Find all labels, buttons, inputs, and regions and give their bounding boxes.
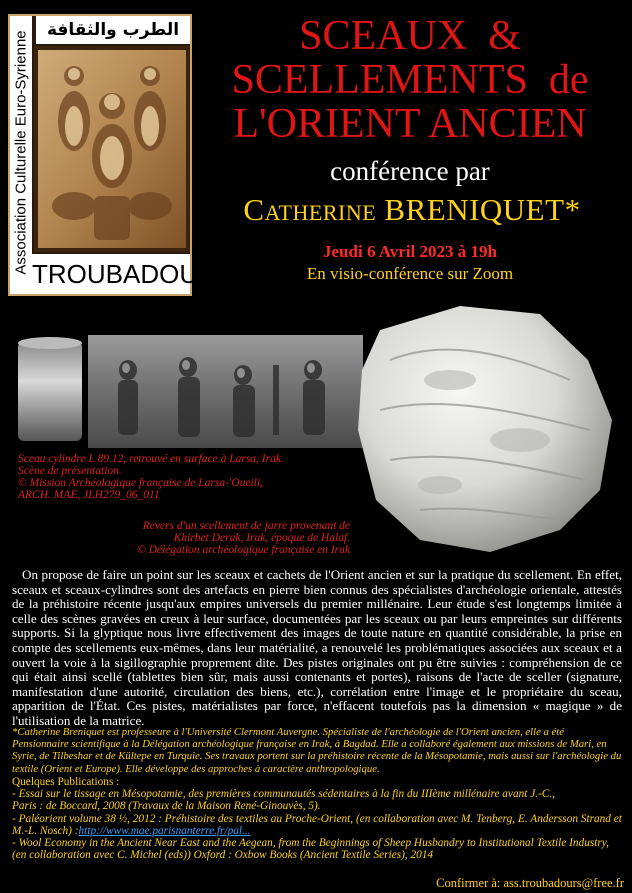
publication-1-title: - Essai sur le tissage en Mésopotamie, des premières communautés sédentaires à la fin du IIIème millénaire avant J.-C., xyxy=(12,788,555,801)
publication-item xyxy=(12,813,622,837)
speaker-biography: *Catherine Breniquet est professeure à l'Université Clermont Auvergne. Spécialiste de l'archéologie de l'Orient ancien, elle a été Pensionnaire scientifique à la Délégation archéologique française en Irak, à Bagdad. Elle a collaboré également aux missions de Mari, en Syrie, de Tilbeshar et de Kültepe en Turquie. Ses travaux portent sur la préhistoire récente de la Mésopotamie, mais aussi sur l'archéologie du textile (Orient et Europe). Elle développe des approches à caractère anthropologique. xyxy=(12,726,622,775)
publication-2-text: - Paléorient volume 38 ½, 2012 : Préhistoire des textiles au Proche-Orient, (en collaboration avec M. Tenberg, E. Andersson Strand et M.-L. Nosch) : xyxy=(12,812,622,837)
association-name: Association Culturelle Euro-Syrienne xyxy=(12,30,30,275)
event-mode: En visio-conférence sur Zoom xyxy=(306,264,514,283)
title-line-1: SCEAUX & xyxy=(299,13,521,59)
event-title xyxy=(194,14,626,146)
seal-caption xyxy=(18,453,328,501)
seal-caption-line: Scène de présentation. xyxy=(18,465,122,477)
event-date: Jeudi 6 Avril 2023 à 19h xyxy=(323,242,497,261)
title-line-3: L'ORIENT ANCIEN xyxy=(233,101,587,147)
speaker-name xyxy=(192,192,632,228)
speaker-last-name: BRENIQUET xyxy=(384,192,565,227)
stone-caption-line: © Délégation archéologique française en Irak xyxy=(136,544,350,556)
stone-caption-line: Revers d'un scellement de jarre provenant de xyxy=(142,520,350,532)
publication-2-link[interactable]: http://www.mae.parisnanterre.fr/pal... xyxy=(78,824,251,837)
publication-3-text: - Wool Economy in the Ancient Near East and the Aegean, from the Beginnings of Sheep Husbandry to Institutional Textile Industry, (en collaboration avec C. Michel (eds)) Oxford : Oxbow Books (Ancient Textile Series), 2014 xyxy=(12,837,609,862)
brand-name: TROUBADOURS xyxy=(32,254,190,294)
publication-item xyxy=(12,837,622,861)
subtitle: conférence par xyxy=(330,156,490,186)
ivory-carving-image xyxy=(34,46,190,252)
contact-line[interactable]: Confirmer à: ass.troubadours@free.fr xyxy=(436,876,624,890)
title-line-2: SCELLEMENTS de xyxy=(231,57,589,103)
cylinder-seal-image xyxy=(18,335,363,448)
stone-caption-line: Khirbet Derak, Irak, époque de Halaf. xyxy=(173,532,350,544)
publication-1-rest: Paris : de Boccard, 2008 (Travaux de la Maison René-Ginouvès, 5). xyxy=(12,800,321,813)
logo-vertical-band xyxy=(10,16,32,294)
association-logo xyxy=(8,14,235,296)
seal-caption-line: Sceau cylindre L 89.12, retrouvé en surface à Larsa, Irak. xyxy=(18,453,284,465)
jar-sealing-image xyxy=(350,300,620,562)
publication-item xyxy=(12,788,622,812)
speaker-first-rest: ATHERINE xyxy=(264,200,377,225)
seal-caption-line: © Mission Archéologique française de Larsa-'Oueili, xyxy=(18,477,264,489)
stone-caption xyxy=(110,520,350,556)
arabic-logo-text: الطرب والثقافة xyxy=(36,16,190,44)
speaker-footnote-mark: * xyxy=(564,192,581,227)
speaker-first-initial: C xyxy=(243,192,265,227)
seal-caption-line: ARCH. MAE, JLH279_06_011 xyxy=(18,489,160,501)
lecture-description: On propose de faire un point sur les sceaux et cachets de l'Orient ancien et sur la pratique du scellement. En effet, sceaux et sceaux-cylindres sont des artefacts en pierre bien connus des spécialistes d'archéologie orientale, attestés de la préhistoire récente jusqu'aux empires universels du premier millénaire. Leur étude s'est longtemps limitée à celle des scènes gravées en creux à leur surface, documentées par les sceaux ou par leurs empreintes sur différents supports. Si la glyptique nous livre effectivement des images de toute nature en quantité considérable, la prise en compte des scellements eux-mêmes, dans leur matérialité, a renouvelé les problématiques associées aux sceaux et a ouvert la voie à la sigillographie proprement dite. Des pistes originales ont pu être suivies : compréhension de ce qui était ainsi scellé (tablettes bien sûr, mais aussi contenants et portes), raisons de l'acte de sceller (signature, manifestation d'une autorité, circulation des biens, etc.), corrélation entre l'image et le propriétaire du sceau, apparition de l'État. Ces pistes, matérialistes par force, n'effacent toutefois pas la dimension « magique » de l'utilisation de la matrice. xyxy=(12,567,622,728)
publications-heading: Quelques Publications : xyxy=(12,776,120,788)
publications-list xyxy=(12,776,622,861)
